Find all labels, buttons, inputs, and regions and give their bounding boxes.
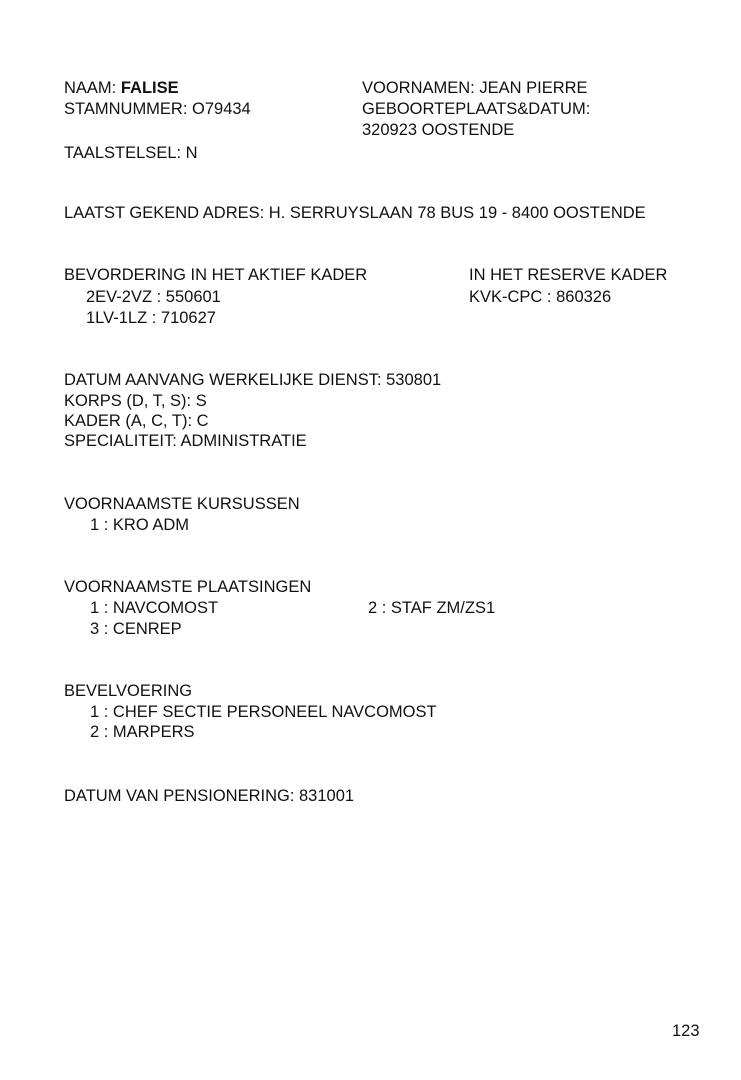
kursussen-item: 1 : KRO ADM: [90, 516, 190, 534]
datum-aanvang-dienst: DATUM AANVANG WERKELIJKE DIENST: 530801: [64, 371, 442, 389]
plaatsingen-title: VOORNAAMSTE PLAATSINGEN: [64, 578, 312, 596]
bevordering-aktief-item: 2EV-2VZ : 550601: [86, 288, 221, 306]
bevelvoering-item: 2 : MARPERS: [90, 723, 195, 741]
plaatsingen-item: 1 : NAVCOMOST: [90, 599, 219, 617]
kursussen-title: VOORNAAMSTE KURSUSSEN: [64, 495, 300, 513]
bevelvoering-title: BEVELVOERING: [64, 682, 193, 700]
kader: KADER (A, C, T): C: [64, 412, 209, 430]
naam-label: NAAM:: [64, 79, 117, 97]
plaatsingen-item: 2 : STAF ZM/ZS1: [368, 599, 496, 617]
taalstelsel: TAALSTELSEL: N: [64, 144, 198, 162]
bevordering-reserve-item: KVK-CPC : 860326: [469, 288, 612, 306]
naam-value: FALISE: [120, 79, 179, 97]
datum-pensionering: DATUM VAN PENSIONERING: 831001: [64, 787, 355, 805]
voornamen: VOORNAMEN: JEAN PIERRE: [362, 79, 588, 97]
bevordering-aktief-item: 1LV-1LZ : 710627: [86, 309, 216, 327]
page-number: 123: [672, 1022, 700, 1040]
stamnummer: STAMNUMMER: O79434: [64, 100, 251, 118]
bevordering-aktief-title: BEVORDERING IN HET AKTIEF KADER: [64, 266, 368, 284]
geboorte-value: 320923 OOSTENDE: [362, 121, 515, 139]
plaatsingen-item: 3 : CENREP: [90, 620, 182, 638]
specialiteit: SPECIALITEIT: ADMINISTRATIE: [64, 432, 307, 450]
bevelvoering-item: 1 : CHEF SECTIE PERSONEEL NAVCOMOST: [90, 703, 437, 721]
bevordering-reserve-title: IN HET RESERVE KADER: [469, 266, 668, 284]
laatst-gekend-adres: LAATST GEKEND ADRES: H. SERRUYSLAAN 78 BUS 19 - 8400 OOSTENDE: [64, 204, 646, 222]
naam-line: [64, 78, 179, 98]
korps: KORPS (D, T, S): S: [64, 392, 207, 410]
geboorte-label: GEBOORTEPLAATS&DATUM:: [362, 100, 591, 118]
